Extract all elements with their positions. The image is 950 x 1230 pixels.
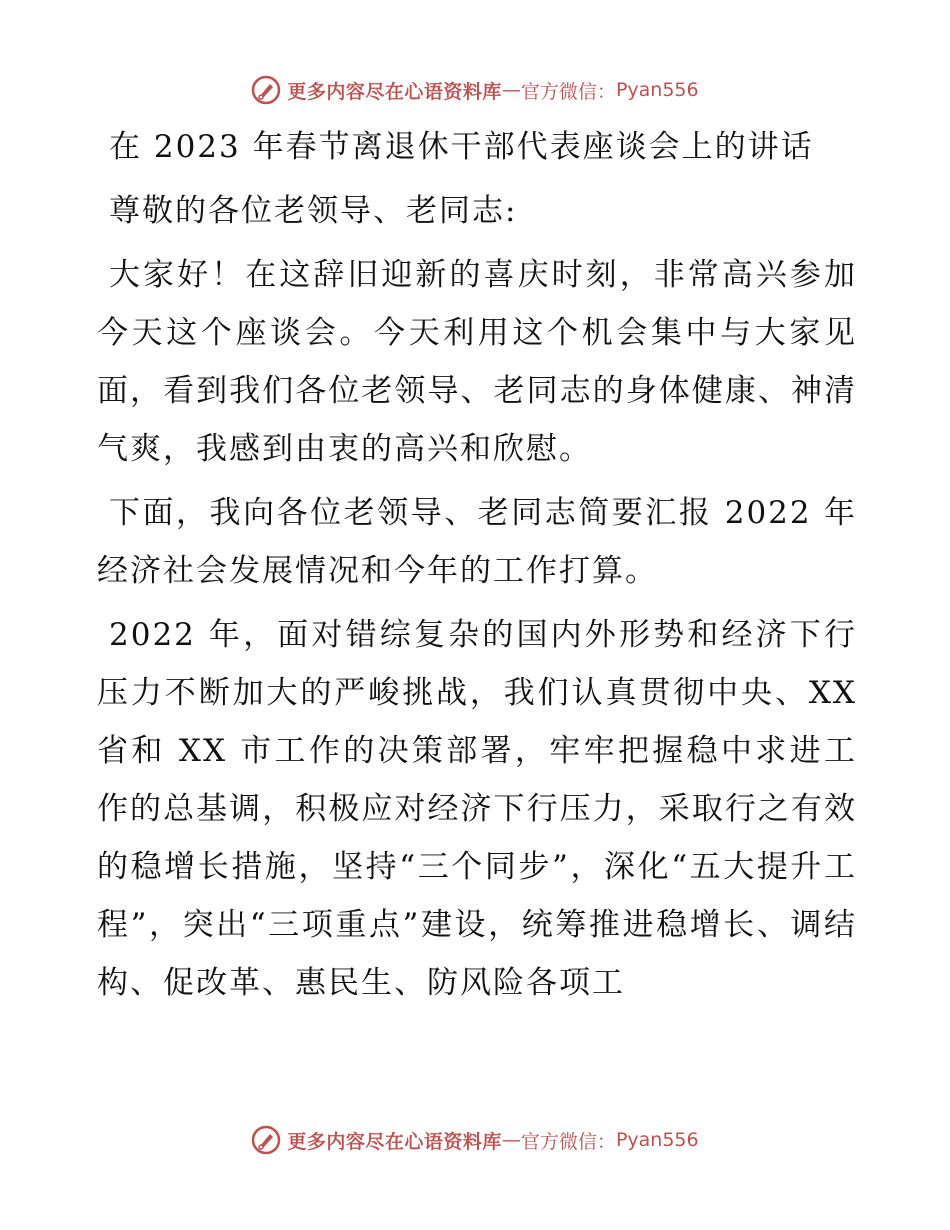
paragraph: 2022 年，面对错综复杂的国内外形势和经济下行压力不断加大的严峻挑战，我们认真贯彻中央、XX 省和 XX 市工作的决策部署，牢牢把握稳中求进工作的总基调，积极应对经济下行压力，采取行之有效的稳增长措施，坚持“三个同步”，深化“五大提升工程”，突出“三项重点”建设，统筹推进稳增长、调结构、促改革、惠民生、防风险各项工	[97, 617, 857, 1001]
watermark-wechat-label: 官方微信：	[520, 1130, 616, 1153]
watermark-dash: —	[501, 1129, 521, 1151]
header-watermark	[0, 70, 950, 110]
watermark-dash: —	[501, 79, 521, 101]
salutation: 尊敬的各位老领导、老同志:	[109, 193, 518, 229]
watermark-wechat-label: 官方微信：	[520, 80, 616, 103]
paragraph: 大家好！在这辞旧迎新的喜庆时刻，非常高兴参加今天这个座谈会。今天利用这个机会集中与大家见面，看到我们各位老领导、老同志的身体健康、神清气爽，我感到由衷的高兴和欣慰。	[97, 257, 857, 467]
paragraph: 下面，我向各位老领导、老同志简要汇报 2022 年经济社会发展情况和今年的工作打算。	[97, 495, 857, 589]
watermark-account: Pyan556	[615, 79, 699, 101]
watermark-account: Pyan556	[615, 1129, 699, 1151]
watermark-text: 更多内容尽在心语资料库	[287, 1130, 502, 1153]
document-body	[97, 118, 857, 1018]
pen-nib-icon	[251, 1125, 281, 1155]
footer-watermark	[0, 1120, 950, 1160]
watermark-text: 更多内容尽在心语资料库	[287, 80, 502, 103]
document-title: 在 2023 年春节离退休干部代表座谈会上的讲话	[109, 129, 814, 165]
pen-nib-icon	[251, 75, 281, 105]
